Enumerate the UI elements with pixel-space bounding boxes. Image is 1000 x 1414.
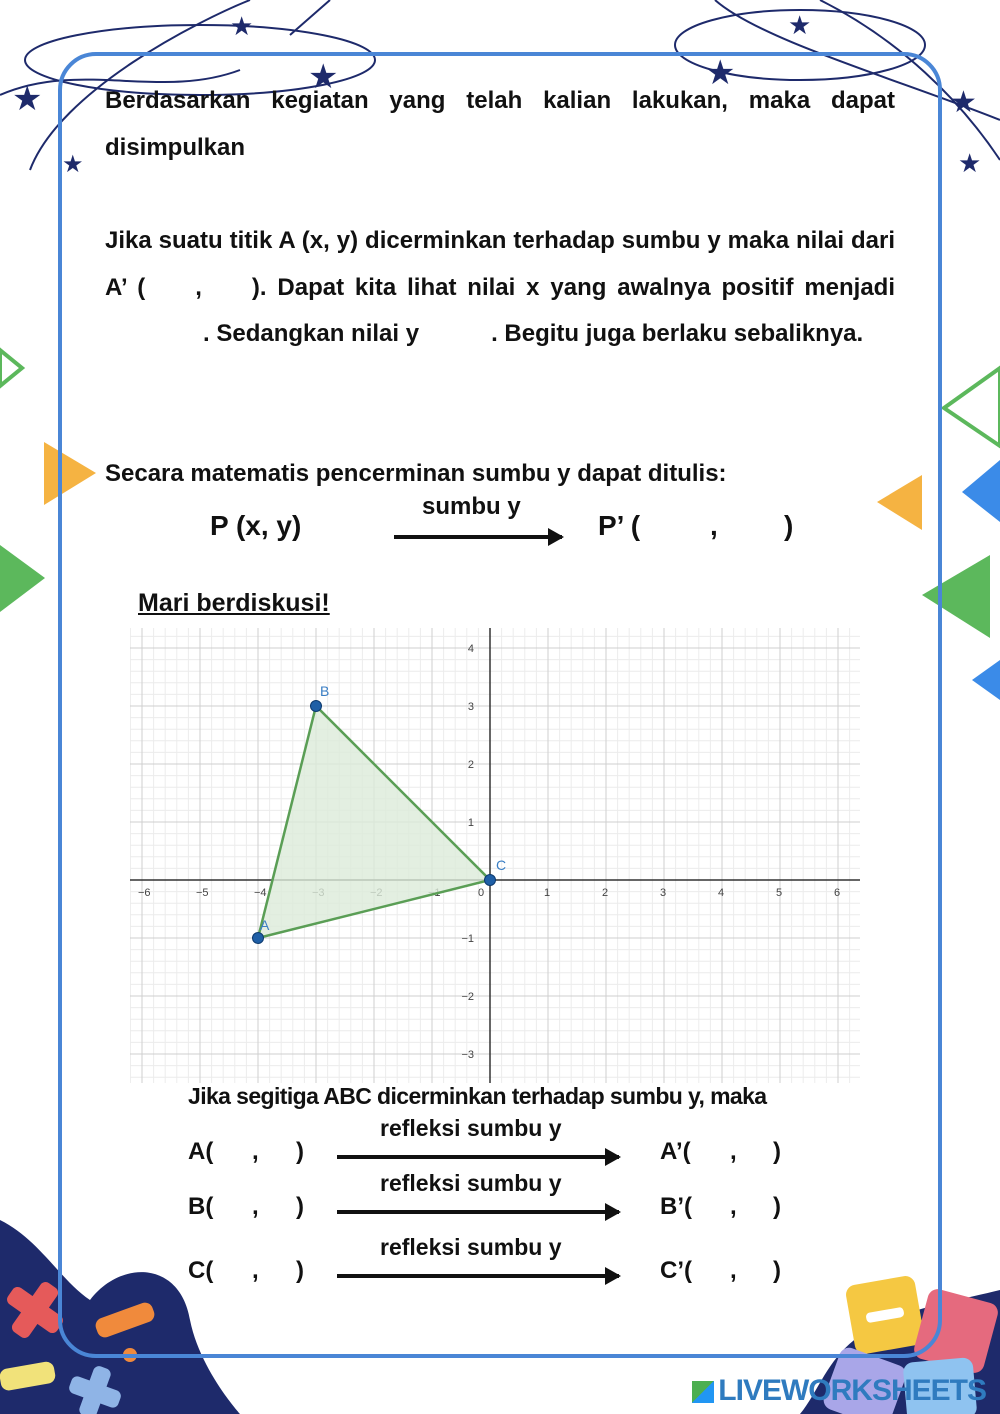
point-b bbox=[311, 701, 322, 712]
x-tick-label: 5 bbox=[776, 887, 783, 899]
x-tick-label: −6 bbox=[138, 887, 151, 899]
row-left-comma: , bbox=[252, 1138, 259, 1165]
row-left-close: ) bbox=[296, 1257, 304, 1284]
row-right-x-blank[interactable] bbox=[692, 1193, 726, 1223]
row-right-y-blank[interactable] bbox=[740, 1138, 772, 1168]
star-icon: ★ bbox=[788, 10, 812, 40]
row-right-close: ) bbox=[773, 1193, 781, 1220]
x-tick-label: 0 bbox=[478, 887, 485, 899]
row-left-close: ) bbox=[296, 1138, 304, 1165]
row-arrow bbox=[337, 1274, 619, 1278]
formula-right-open: P’ ( bbox=[598, 510, 641, 541]
row-right-close: ) bbox=[773, 1257, 781, 1284]
formula-intro: Secara matematis pencerminan sumbu y dapat ditulis: bbox=[105, 460, 727, 487]
y-tick-label: 3 bbox=[467, 701, 474, 713]
point-label-b: B bbox=[320, 683, 330, 699]
x-tick-label: −5 bbox=[196, 887, 209, 899]
y-tick-label: 1 bbox=[467, 817, 474, 829]
row-arrow bbox=[337, 1155, 619, 1159]
formula-y-blank[interactable] bbox=[724, 510, 779, 542]
row-right-comma: , bbox=[730, 1257, 737, 1284]
row-left-close: ) bbox=[296, 1193, 304, 1220]
x-tick-label: −4 bbox=[254, 887, 267, 899]
y-tick-label: 4 bbox=[467, 643, 474, 655]
comma: , bbox=[195, 273, 202, 301]
row-left-comma: , bbox=[252, 1257, 259, 1284]
row-right-close: ) bbox=[773, 1138, 781, 1165]
row-right-comma: , bbox=[730, 1138, 737, 1165]
paragraph-text: . Begitu juga berlaku sebaliknya. bbox=[491, 320, 864, 347]
logo-icon bbox=[692, 1381, 714, 1403]
discussion-title: Mari berdiskusi! bbox=[138, 589, 330, 617]
row-left-y-blank[interactable] bbox=[262, 1193, 294, 1223]
star-icon: ★ bbox=[230, 11, 254, 41]
row-arrow-label: refleksi sumbu y bbox=[380, 1234, 562, 1260]
formula-comma: , bbox=[710, 510, 718, 541]
row-right-open: C’( bbox=[660, 1257, 692, 1284]
y-tick-label: −2 bbox=[461, 991, 474, 1003]
star-icon: ★ bbox=[958, 148, 982, 178]
row-left-y-blank[interactable] bbox=[262, 1138, 294, 1168]
row-right-open: B’( bbox=[660, 1193, 692, 1220]
star-icon: ★ bbox=[308, 58, 339, 96]
y-tick-label: −3 bbox=[461, 1049, 474, 1061]
row-right-x-blank[interactable] bbox=[692, 1138, 726, 1168]
formula-right-close: ) bbox=[784, 510, 794, 541]
x-tick-label: 6 bbox=[834, 887, 841, 899]
row-right-comma: , bbox=[730, 1193, 737, 1220]
row-left-comma: , bbox=[252, 1193, 259, 1220]
conclusion-paragraph bbox=[105, 218, 895, 358]
star-icon: ★ bbox=[705, 54, 736, 92]
point-c bbox=[485, 875, 496, 886]
formula-arrow-label: sumbu y bbox=[422, 493, 521, 520]
conclusion-intro: Berdasarkan kegiatan yang telah kalian lakukan, maka dapat disimpulkan bbox=[105, 87, 895, 161]
row-left-x-blank[interactable] bbox=[214, 1138, 248, 1168]
point-label-c: C bbox=[496, 857, 507, 873]
brand-logo bbox=[692, 1374, 986, 1408]
row-right-y-blank[interactable] bbox=[740, 1193, 772, 1223]
paragraph-text: ). Dapat kita lihat nilai x yang awalnya positif menjadi bbox=[251, 273, 896, 301]
star-icon: ★ bbox=[62, 151, 84, 178]
brand-text: LIVEWORKSHEETS bbox=[718, 1374, 986, 1407]
row-left-open: C( bbox=[188, 1257, 214, 1284]
star-icon: ★ bbox=[950, 86, 977, 119]
star-icon: ★ bbox=[12, 80, 43, 118]
y-tick-label: 2 bbox=[467, 759, 474, 771]
row-left-x-blank[interactable] bbox=[214, 1257, 248, 1287]
paragraph-text: Jika suatu titik A (x, y) dicerminkan terhadap sumbu y maka nilai dari A’ ( bbox=[105, 227, 895, 301]
formula-x-blank[interactable] bbox=[650, 510, 705, 542]
row-left-open: B( bbox=[188, 1193, 214, 1220]
row-right-x-blank[interactable] bbox=[692, 1257, 726, 1287]
x-tick-label: 4 bbox=[718, 887, 725, 899]
formula-arrow bbox=[394, 535, 562, 539]
question-text: Jika segitiga ABC dicerminkan terhadap sumbu y, maka bbox=[188, 1083, 767, 1109]
x-tick-label: 1 bbox=[544, 887, 551, 899]
x-tick-label: 2 bbox=[602, 887, 609, 899]
row-right-y-blank[interactable] bbox=[740, 1257, 772, 1287]
row-left-x-blank[interactable] bbox=[214, 1193, 248, 1223]
coordinate-graph bbox=[130, 628, 860, 1083]
row-left-open: A( bbox=[188, 1138, 214, 1165]
row-right-open: A’( bbox=[660, 1138, 691, 1165]
row-arrow-label: refleksi sumbu y bbox=[380, 1115, 562, 1141]
formula-left: P (x, y) bbox=[210, 510, 302, 541]
row-arrow-label: refleksi sumbu y bbox=[380, 1170, 562, 1196]
y-tick-label: −1 bbox=[461, 933, 474, 945]
point-label-a: A bbox=[260, 917, 270, 933]
row-arrow bbox=[337, 1210, 619, 1214]
x-tick-label: 3 bbox=[660, 887, 667, 899]
point-a bbox=[253, 933, 264, 944]
row-left-y-blank[interactable] bbox=[262, 1257, 294, 1287]
paragraph-text: . Sedangkan nilai y bbox=[203, 320, 420, 347]
